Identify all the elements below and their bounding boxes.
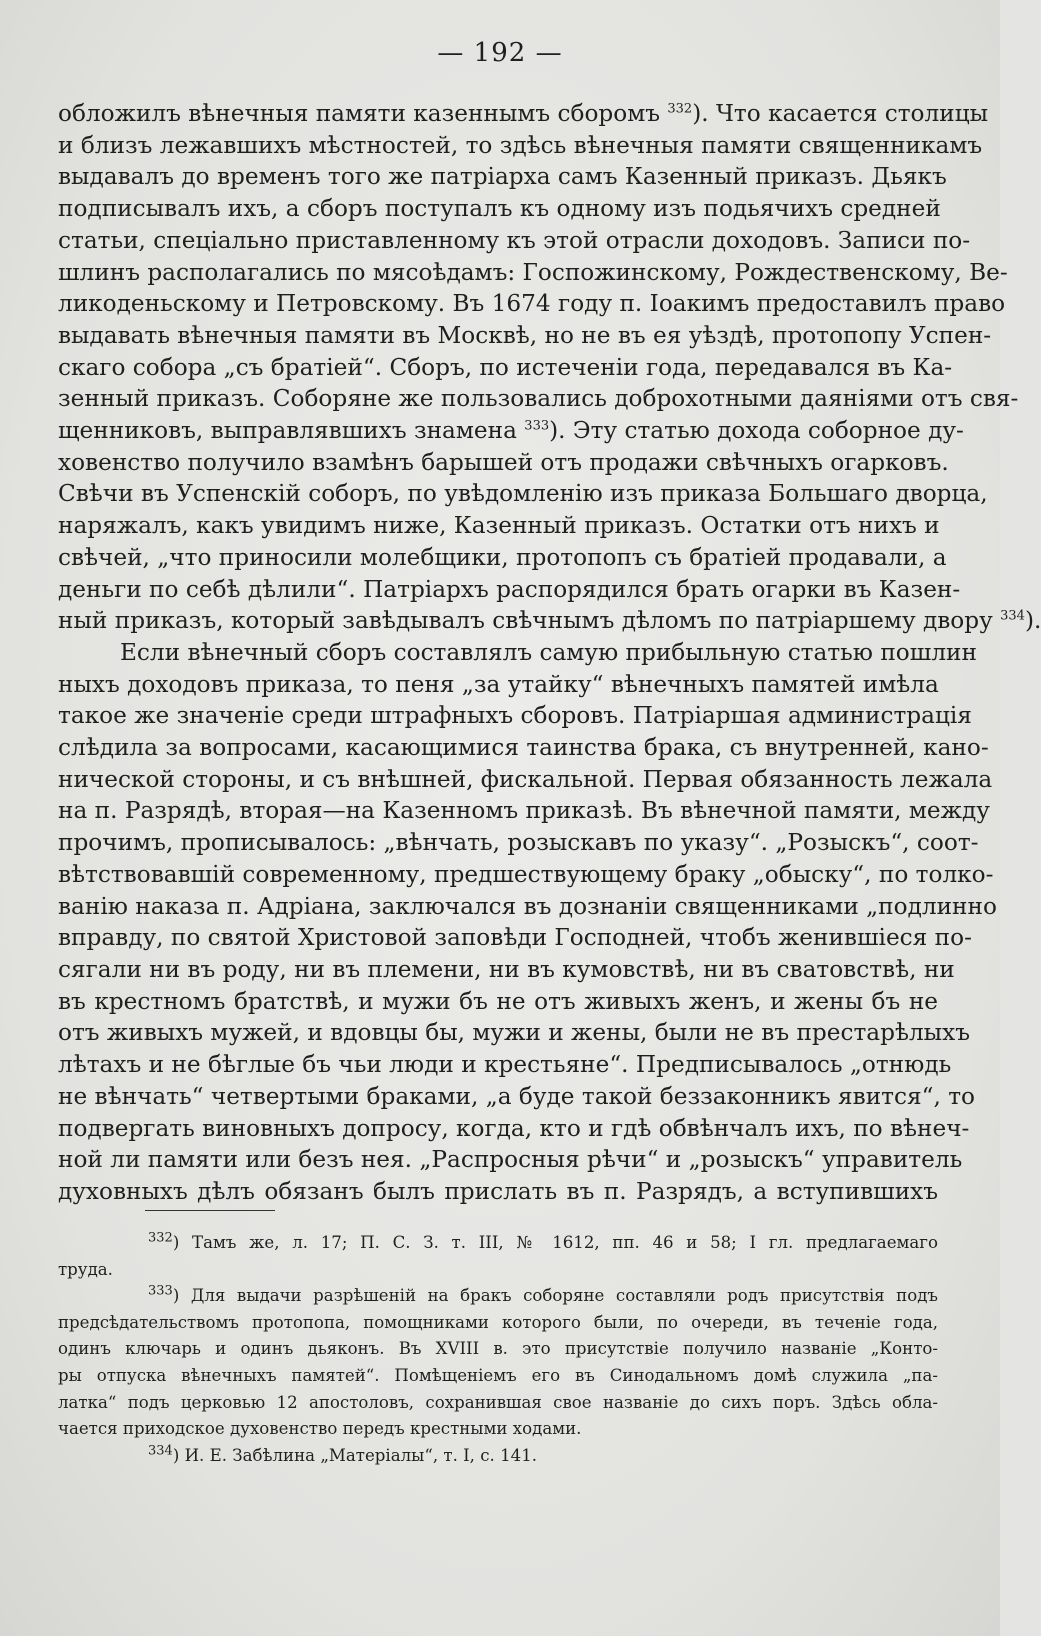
footnote-divider — [145, 1210, 275, 1211]
paragraph-2 — [58, 637, 997, 1208]
paragraph-1 — [58, 98, 1041, 637]
text-line: ликоденьскому и Петровскому. Въ 1674 году п. Іоакимъ предоставилъ право — [58, 290, 1006, 318]
text-line: лѣтахъ и не бѣглые бъ чьи люди и крестьяне“. Предписывалось „отнюдь — [58, 1051, 952, 1079]
text-line: наряжалъ, какъ увидимъ ниже, Казенный приказъ. Остатки отъ нихъ и — [58, 512, 940, 540]
footnote-ref-333[interactable]: 333 — [524, 418, 550, 434]
text-line: щенниковъ, выправлявшихъ знамена $^{333}$). Эту статью дохода соборное ду- — [58, 417, 964, 445]
text-line: шлинъ располагались по мясоѣдамъ: Госпожинскому, Рождественскому, Ве- — [58, 258, 1008, 286]
text-line: нической стороны, и съ внѣшней, фискальной. Первая обязанность лежала — [58, 765, 993, 793]
text-line: ныхъ доходовъ приказа, то пеня „за утайку“ вѣнечныхъ памятей имѣла — [58, 670, 939, 698]
footnote-line: ры отпуска вѣнечныхъ памятей“. Помѣщеніемъ его въ Синодальномъ домѣ служила „па- — [58, 1365, 938, 1385]
text-line: ховенство получило взамѣнъ барышей отъ продажи свѣчныхъ огарковъ. — [58, 448, 949, 476]
footnote-333 — [58, 1283, 938, 1443]
text-line: прочимъ, прописывалось: „вѣнчать, розыскавъ по указу“. „Розыскъ“, соот- — [58, 829, 979, 857]
text-line: свѣчей, „что приносили молебщики, протопопъ съ братіей продавали, а — [58, 543, 947, 571]
footnote-332 — [58, 1230, 938, 1283]
footnote-number: 334 — [148, 1443, 173, 1459]
text-line: подписывалъ ихъ, а сборъ поступалъ къ одному изъ подьячихъ средней — [58, 195, 941, 223]
text-line: подвергать виновныхъ допросу, когда, кто и гдѣ обвѣнчалъ ихъ, по вѣнеч- — [58, 1114, 970, 1142]
text-line: скаго собора „съ братіей“. Сборъ, по истеченіи года, передавался въ Ка- — [58, 353, 953, 381]
text-line: выдавалъ до временъ того же патріарха самъ Казенный приказъ. Дьякъ — [58, 163, 947, 191]
footnote-line: $^{334}$) И. Е. Забѣлина „Матеріалы“, т. I, с. 141. — [148, 1443, 538, 1465]
text-line: выдавать вѣнечныя памяти въ Москвѣ, но не въ ея уѣздѣ, протопопу Успен- — [58, 321, 992, 349]
text-line: отъ живыхъ мужей, и вдовцы бы, мужи и жены, были не въ престарѣлыхъ — [58, 1019, 970, 1047]
text-line: обложилъ вѣнечныя памяти казеннымъ сборомъ $^{332}$). Что касается столицы — [58, 100, 989, 127]
text-line: ной ли памяти или безъ нея. „Распросныя рѣчи“ и „розыскъ“ управитель — [58, 1146, 963, 1174]
text-line: Если вѣнечный сборъ составлялъ самую прибыльную статью пошлин — [120, 638, 977, 666]
footnote-line: латка“ подъ церковью 12 апостоловъ, сохранившая свое названіе до сихъ поръ. Здѣсь облa- — [58, 1392, 938, 1412]
footnote-line: $^{332}$) Тамъ же, л. 17; П. С. З. т. III, № 1612, пп. 46 и 58; I гл. предлагаемаго — [148, 1230, 938, 1252]
text-line: такое же значеніе среди штрафныхъ сборовъ. Патріаршая администрація — [58, 702, 972, 730]
text-line: Свѣчи въ Успенскій соборъ, по увѣдомленію изъ приказа Большаго дворца, — [58, 480, 988, 508]
text-line: деньги по себѣ дѣлили“. Патріархъ распорядился брать огарки въ Казен- — [58, 575, 961, 603]
footnote-ref-334[interactable]: 334 — [1000, 608, 1025, 624]
text-line: и близъ лежавшихъ мѣстностей, то здѣсь вѣнечныя памяти священникамъ — [58, 131, 983, 159]
footnote-334 — [58, 1443, 938, 1470]
footnote-ref-332[interactable]: 332 — [667, 101, 693, 117]
text-line: въ крестномъ братствѣ, и мужи бъ не отъ живыхъ женъ, и жены бъ не — [58, 987, 938, 1015]
text-line: слѣдила за вопросами, касающимися таинства брака, съ внутренней, кано- — [58, 734, 989, 762]
text-line: вѣтствовавшій современному, предшествующему браку „обыску“, по толко- — [58, 860, 994, 888]
footnote-number: 332 — [148, 1230, 173, 1246]
footnote-line: предсѣдательствомъ протопопа, помощниками которого были, по очереди, въ теченіе года, — [58, 1312, 938, 1332]
text-line: сягали ни въ роду, ни въ племени, ни въ кумовствѣ, ни въ сватовствѣ, ни — [58, 955, 955, 983]
footnote-line: $^{333}$) Для выдачи разрѣшеній на бракъ соборяне составляли родъ присутствія подъ — [148, 1283, 938, 1306]
text-line: на п. Разрядѣ, вторая—на Казенномъ приказѣ. Въ вѣнечной памяти, между — [58, 797, 990, 825]
footnote-line: чается приходское духовенство передъ крестными ходами. — [58, 1419, 582, 1439]
text-line: зенный приказъ. Соборяне же пользовались доброхотными даяніями отъ свя- — [58, 385, 1019, 413]
text-line: вправду, по святой Христовой заповѣди Господней, чтобъ женившіеся по- — [58, 924, 972, 952]
footnote-number: 333 — [148, 1283, 173, 1299]
footnote-line: труда. — [58, 1259, 113, 1279]
footnotes — [58, 1230, 938, 1469]
text-line: ванію наказа п. Адріана, заключался въ дознаніи священниками „подлинно — [58, 892, 997, 920]
text-line: ный приказъ, который завѣдывалъ свѣчнымъ дѣломъ по патріаршему двору $^{334}$). — [58, 607, 1041, 635]
text-line: статьи, спеціально приставленному къ этой отрасли доходовъ. Записи по- — [58, 226, 971, 254]
page-number: — 192 — — [437, 38, 563, 68]
text-line: духовныхъ дѣлъ обязанъ былъ прислать въ п. Разрядъ, а вступившихъ — [58, 1177, 938, 1205]
footnote-line: одинъ ключарь и одинъ дьяконъ. Въ XVIII в. это присутствіе получило названіе „Конто- — [58, 1339, 938, 1359]
text-line: не вѣнчать“ четвертыми браками, „а буде такой беззаконникъ явится“, то — [58, 1082, 975, 1110]
main-text — [58, 98, 1041, 1208]
